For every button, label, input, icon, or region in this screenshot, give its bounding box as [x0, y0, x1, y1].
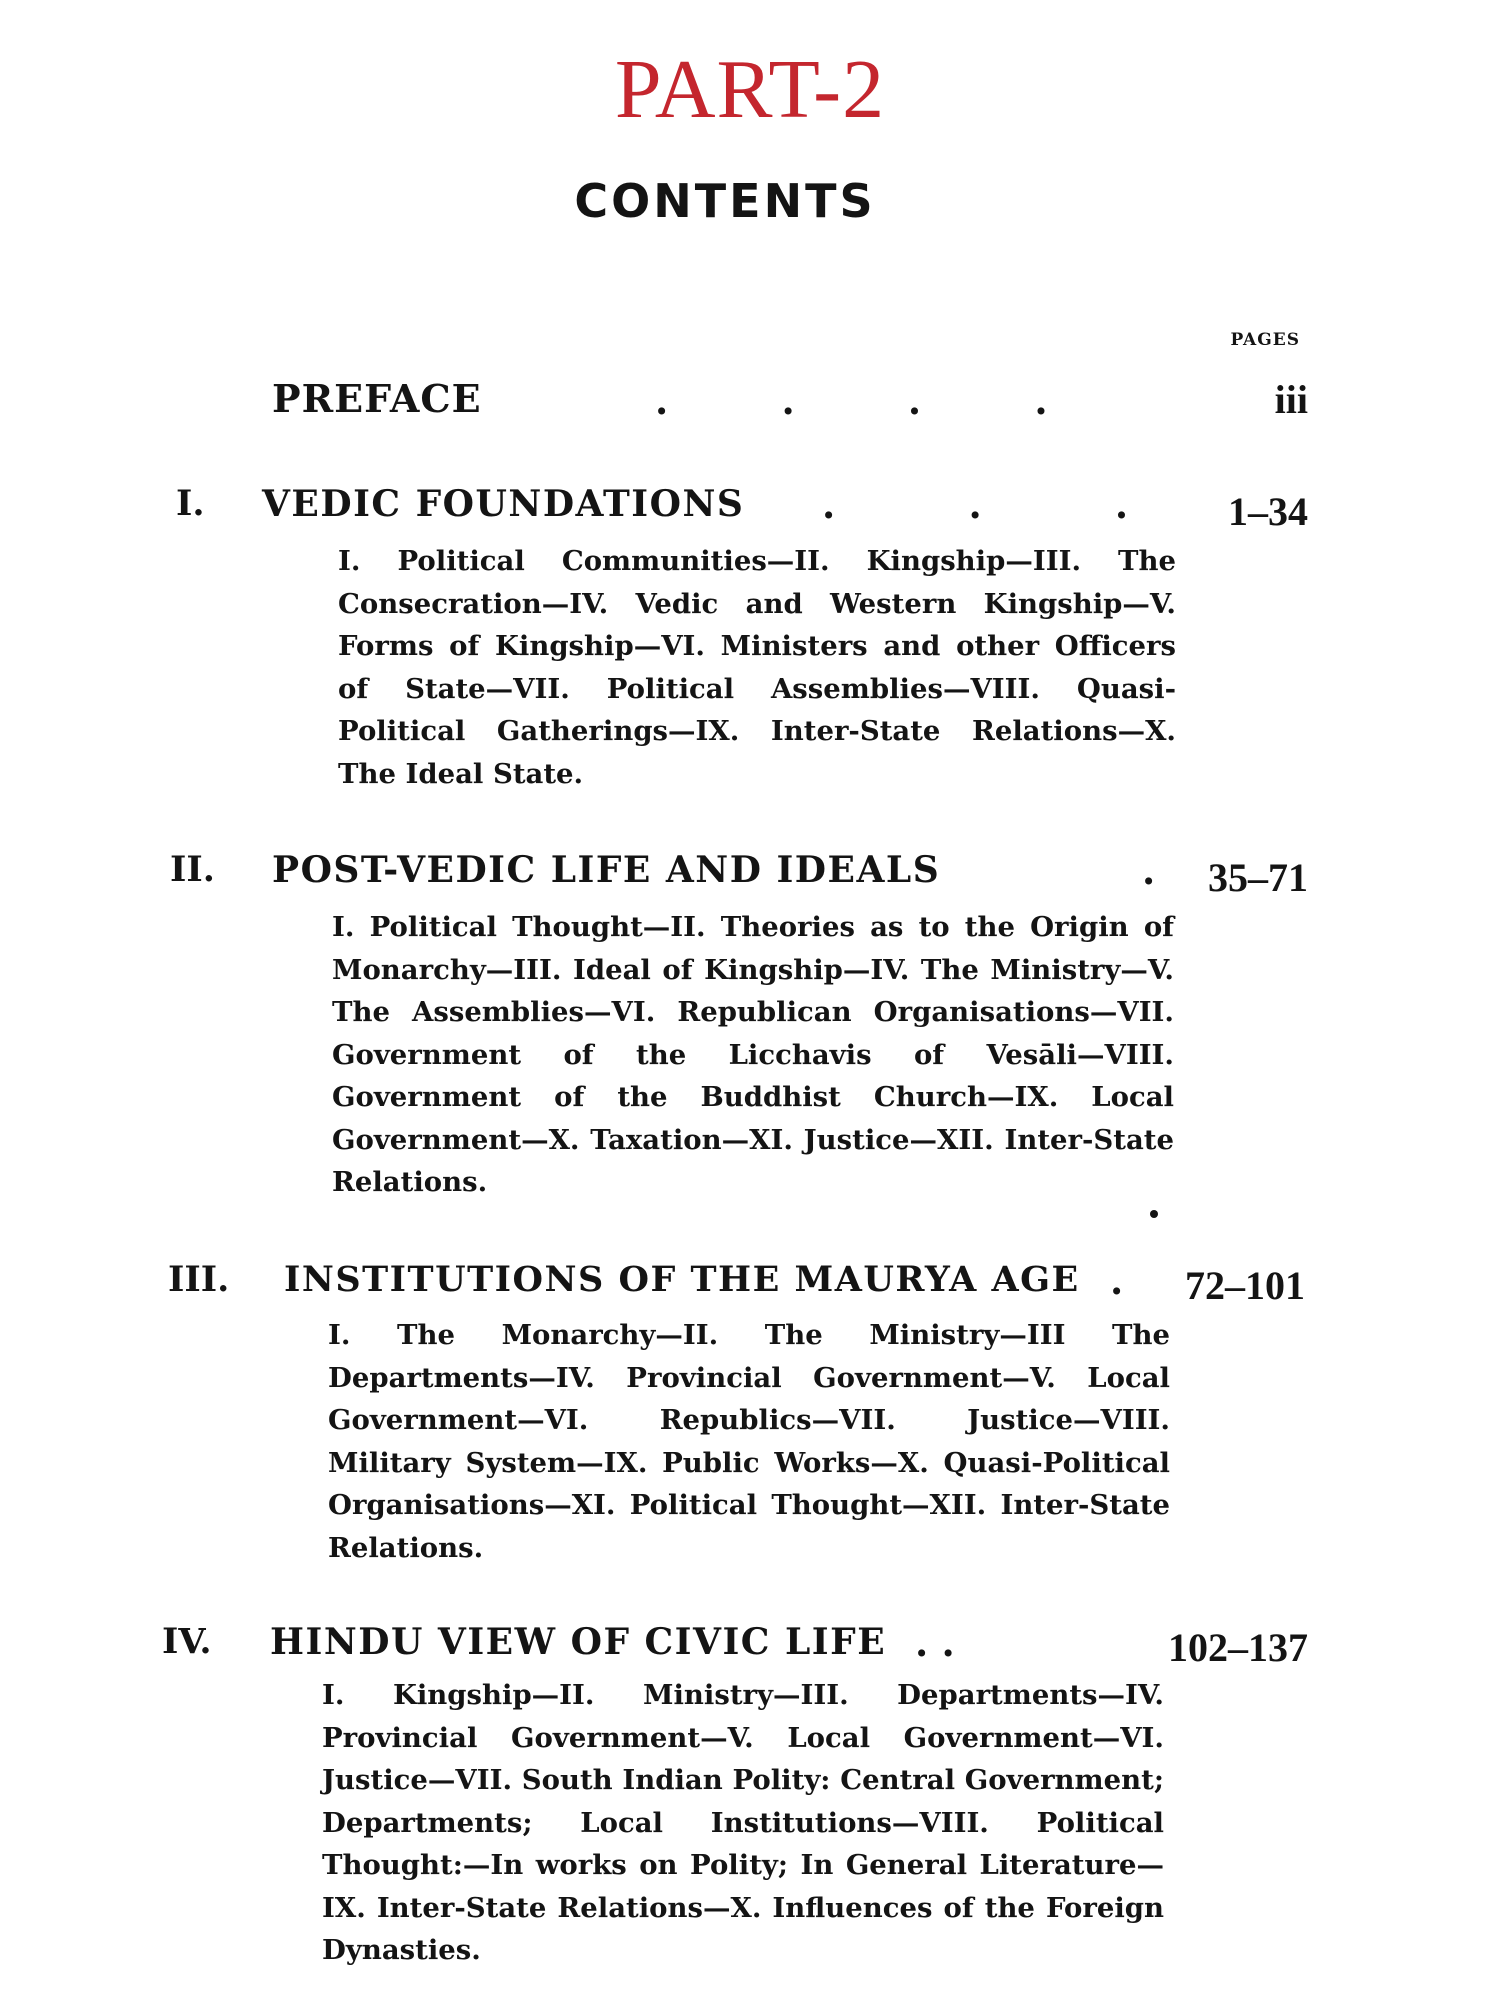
chapter-3-title: INSTITUTIONS OF THE MAURYA AGE — [284, 1259, 1080, 1300]
stray-print-mark — [1150, 1210, 1158, 1218]
chapter-3-pages: 72–101 — [1185, 1263, 1305, 1308]
preface-title: PREFACE — [272, 376, 482, 421]
chapter-4-numeral: IV. — [162, 1621, 212, 1662]
preface-pages: iii — [1274, 377, 1308, 422]
contents-heading: CONTENTS — [574, 174, 876, 228]
chapter-4-title: HINDU VIEW OF CIVIC LIFE — [270, 1621, 887, 1663]
pages-column-label: PAGES — [1230, 330, 1300, 350]
chapter-1-title: VEDIC FOUNDATIONS — [262, 483, 745, 525]
preface-leader-dots: . . . . — [655, 378, 1048, 423]
chapter-4-summary: I. Kingship—II. Ministry—III. Departments—IV. Provincial Government—V. Local Government—VI. Justice—VII. South Indian Polity: Central Government; Departments; Local Institutions—VIII. Political Thought:—In works on Polity; In General Literature—IX. Inter-State Relations—X. Influences of the Foreign Dynasties. — [322, 1679, 1164, 1966]
chapter-1-numeral: I. — [176, 483, 205, 524]
chapter-2-numeral: II. — [170, 849, 215, 890]
chapter-3-leader-dots: . — [1110, 1258, 1124, 1303]
chapter-1-summary: I. Political Communities—II. Kingship—III. The Consecration—IV. Vedic and Western Kingship—V. Forms of Kingship—VI. Ministers and other Officers of State—VII. Political Assemblies—VIII. Quasi-Political Gatherings—IX. Inter-State Relations—X. The Ideal State. — [338, 545, 1176, 790]
chapter-4-pages: 102–137 — [1168, 1625, 1308, 1670]
chapter-4-leader-dots: . . — [915, 1620, 955, 1665]
chapter-3-summary: I. The Monarchy—II. The Ministry—III The Departments—IV. Provincial Government—V. Local Government—VI. Republics—VII. Justice—VIII. Military System—IX. Public Works—X. Quasi-Political Organisations—XI. Political Thought—XII. Inter-State Relations. — [328, 1319, 1170, 1564]
part-title: PART-2 — [614, 43, 886, 136]
chapter-2-leader-dots: . — [1142, 848, 1156, 893]
chapter-2-summary: I. Political Thought—II. Theories as to the Origin of Monarchy—III. Ideal of Kingship—IV. The Ministry—V. The Assemblies—VI. Republican Organisations—VII. Government of the Licchavis of Vesāli—VIII. Government of the Buddhist Church—IX. Local Government—X. Taxation—XI. Justice—XII. Inter-State Relations. — [332, 911, 1174, 1198]
chapter-2-pages: 35–71 — [1208, 855, 1308, 900]
chapter-1-leader-dots: . . . — [822, 482, 1129, 527]
chapter-2-title: POST-VEDIC LIFE AND IDEALS — [272, 849, 941, 891]
chapter-3-numeral: III. — [168, 1259, 230, 1300]
chapter-1-pages: 1–34 — [1228, 489, 1308, 534]
